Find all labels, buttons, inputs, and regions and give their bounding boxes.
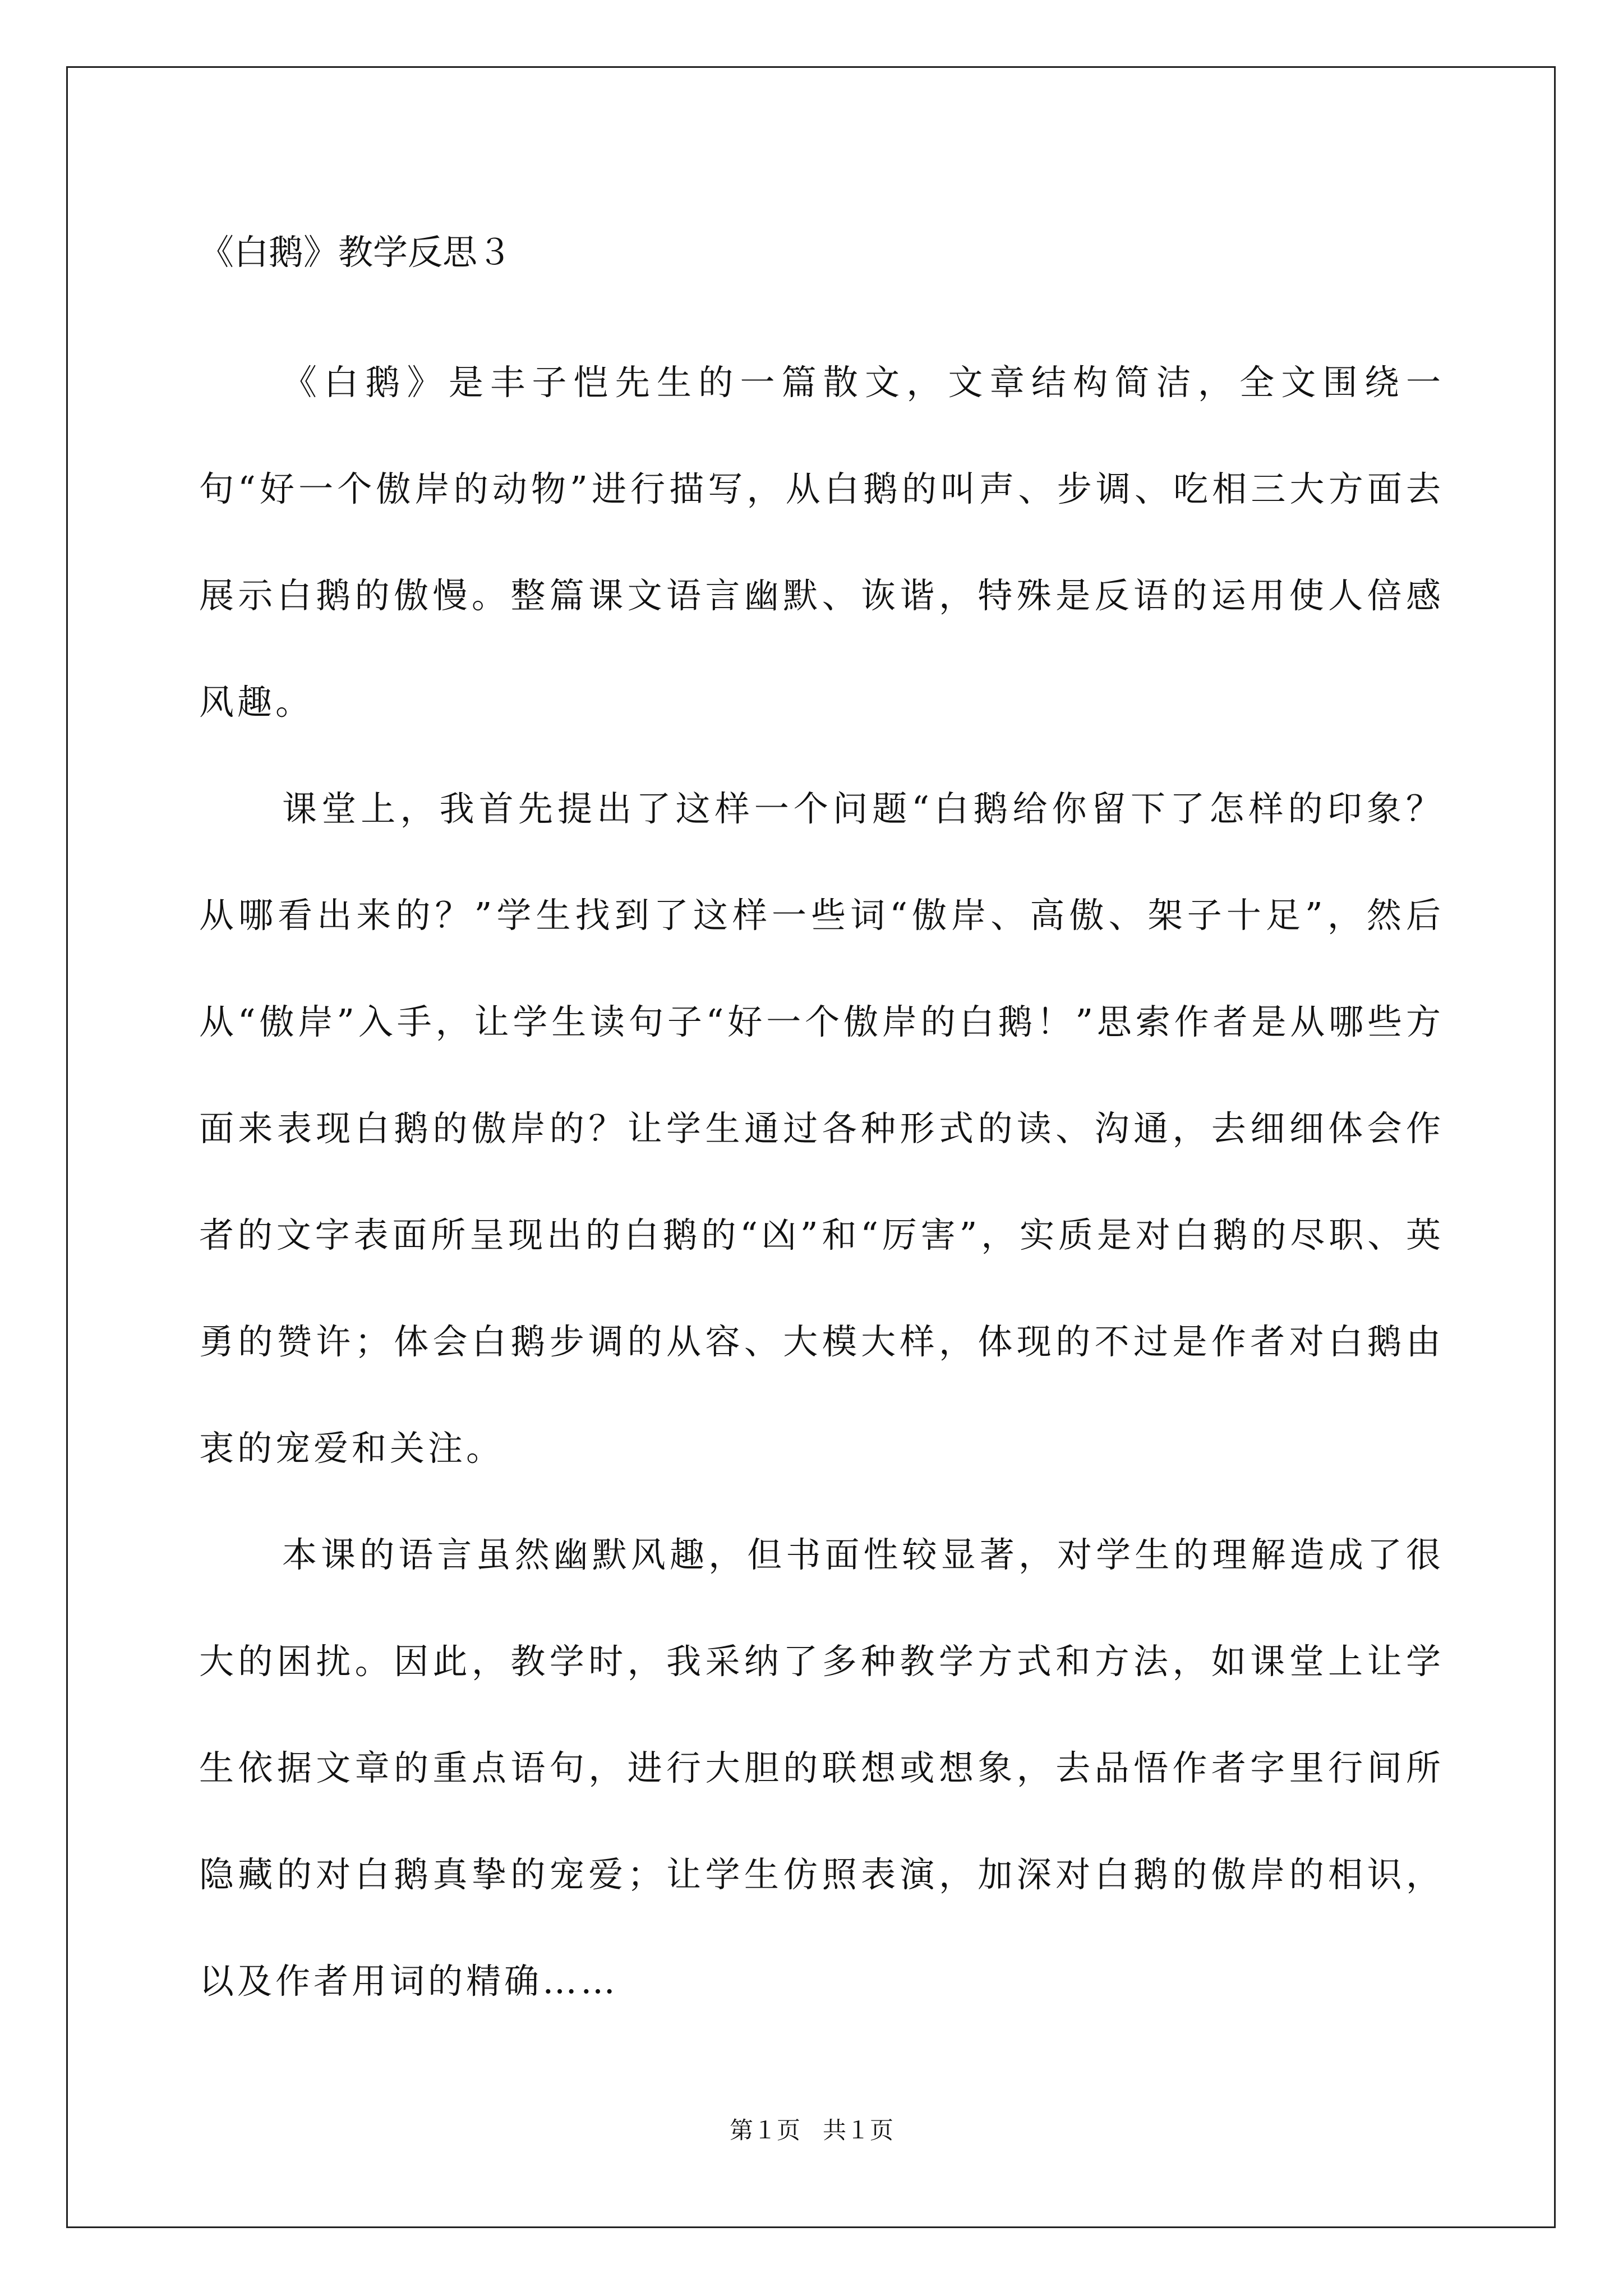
paragraph-3: 本课的语言虽然幽默风趣，但书面性较显著，对学生的理解造成了很大的困扰。因此，教学时，我采纳了多种教学方式和方法，如课堂上让学生依据文章的重点语句，进行大胆的联想或想象，去品悟作者字里行间所隐藏的对白鹅真挚的宠爱；让学生仿照表演，加深对白鹅的傲岸的相识，以及作者用词的精确……	[199, 1534, 1444, 2001]
page-number-footer: 第１页 共１页	[729, 2116, 894, 2144]
document-body	[199, 222, 1444, 2035]
paragraph-2: 课堂上，我首先提出了这样一个问题“白鹅给你留下了怎样的印象？从哪看出来的？”学生找到了这样一些词“傲岸、高傲、架子十足”，然后从“傲岸”入手，让学生读句子“好一个傲岸的白鹅！”思索作者是从哪些方面来表现白鹅的傲岸的？让学生通过各种形式的读、沟通，去细细体会作者的文字表面所呈现出的白鹅的“凶”和“厉害”，实质是对白鹅的尽职、英勇的赞许；体会白鹅步调的从容、大模大样，体现的不过是作者对白鹅由衷的宠爱和关注。	[199, 788, 1444, 1469]
paragraph-1: 《白鹅》是丰子恺先生的一篇散文，文章结构简洁，全文围绕一句“好一个傲岸的动物”进行描写，从白鹅的叫声、步调、吃相三大方面去展示白鹅的傲慢。整篇课文语言幽默、诙谐，特殊是反语的运用使人倍感风趣。	[199, 362, 1444, 723]
document-title: 《白鹅》教学反思３	[199, 232, 513, 273]
